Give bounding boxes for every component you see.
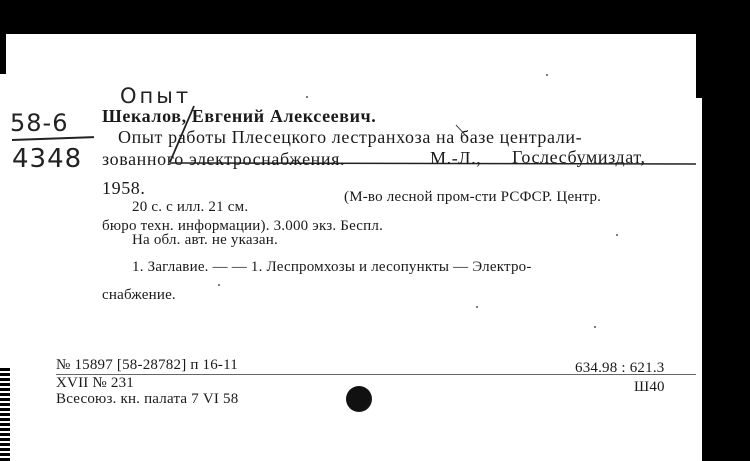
dust-speck <box>218 284 220 286</box>
dust-speck <box>594 326 596 328</box>
series-line-1: (М-во лесной пром-сти РСФСР. Центр. <box>344 189 602 205</box>
handwritten-title-word: Опыт <box>120 84 192 108</box>
dust-speck <box>476 306 478 308</box>
title-line-1: Опыт работы Плесецкого лестранхоза на базе централи- <box>118 127 583 147</box>
udc-index: 634.98 : 621.3 <box>575 360 665 376</box>
handwritten-call-number-top: 58-6 <box>10 109 69 137</box>
book-chamber: Всесоюз. кн. палата 7 VI 58 <box>56 391 239 407</box>
record-number: № 15897 [58-28782] п 16-11 <box>56 357 238 373</box>
ink-stamp-blot <box>346 386 372 412</box>
note: На обл. авт. не указан. <box>132 232 278 248</box>
imprint-place: М.-Л., <box>430 148 482 168</box>
scan-border-top <box>0 0 750 34</box>
title-line-2: зованного электроснабжения. <box>102 149 346 169</box>
handwritten-call-number-bottom: 4348 <box>12 144 83 174</box>
scan-border-right <box>702 0 750 461</box>
collation: 20 с. с илл. 21 см. <box>132 199 249 215</box>
scan-border-right-tail <box>696 0 702 98</box>
subjects-line-1: 1. Заглавие. — — 1. Леспромхозы и лесопункты — Электро- <box>132 259 532 275</box>
issue-number: XVII № 231 <box>56 375 134 391</box>
dust-speck <box>306 96 308 98</box>
series-line-2: бюро техн. информации). 3.000 экз. Беспл. <box>102 218 384 234</box>
publication-year: 1958. <box>102 178 146 198</box>
dust-speck <box>616 234 618 236</box>
catalog-card <box>6 34 696 461</box>
cutter-mark: Ш40 <box>634 379 665 395</box>
subjects-line-2: снабжение. <box>102 287 176 303</box>
publisher: Гослесбумиздат, <box>512 147 646 167</box>
dust-speck <box>546 74 548 76</box>
author-heading: Шекалов, Евгений Алексеевич. <box>102 106 377 126</box>
